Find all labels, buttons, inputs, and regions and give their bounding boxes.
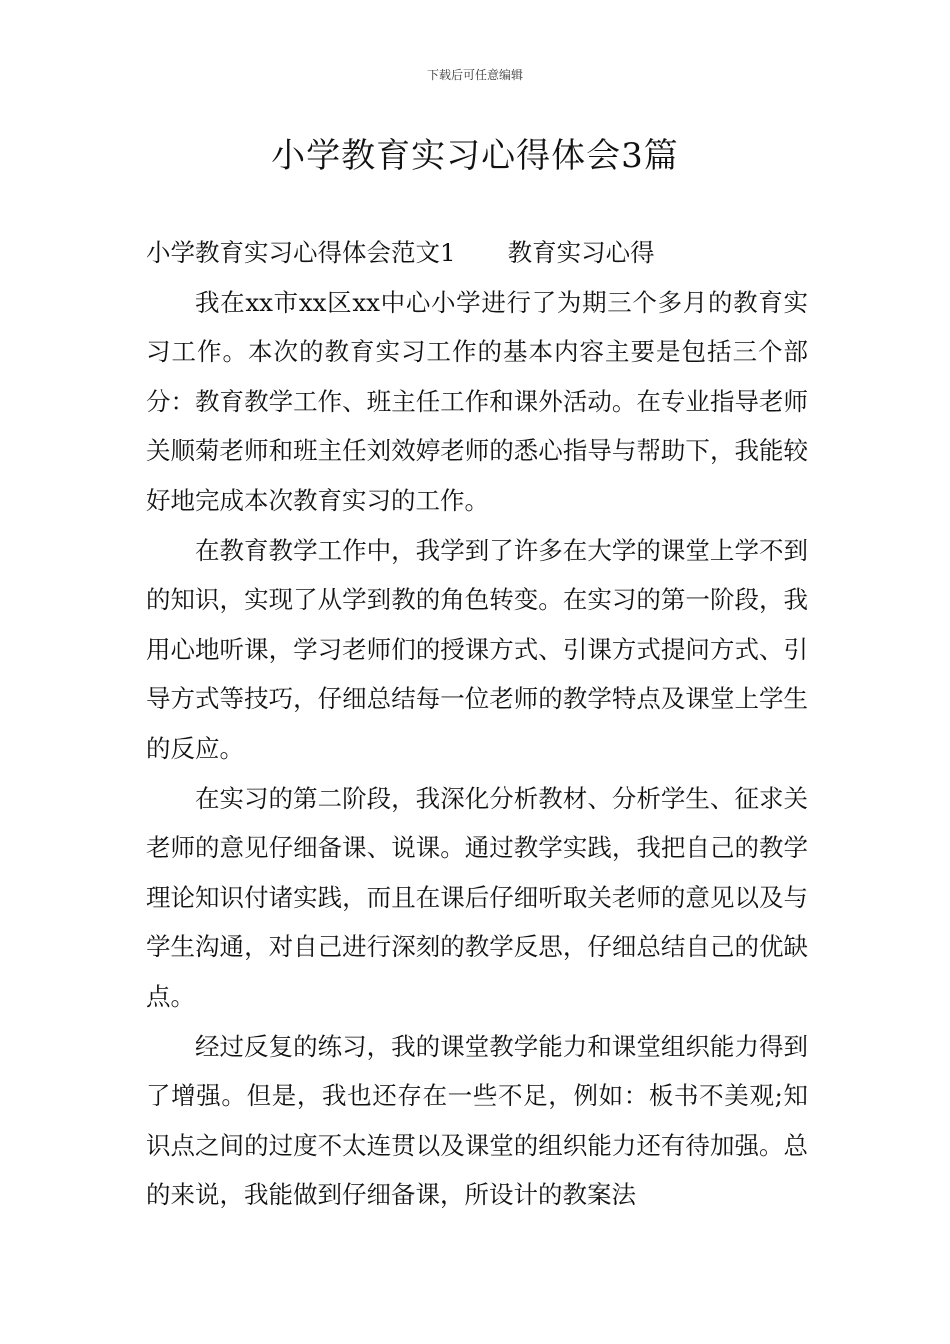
document-title: 小学教育实习心得体会3篇 <box>271 136 679 176</box>
paragraph-3: 在实习的第二阶段，我深化分析教材、分析学生、征求关老师的意见仔细备课、说课。通过教学实践，我把自己的教学理论知识付诸实践，而且在课后仔细听取关老师的意见以及与学生沟通，对自己进行深刻的教学反思，仔细总结自己的优缺点。 <box>146 783 808 1011</box>
paragraph-1: 我在xx市xx区xx中心小学进行了为期三个多月的教育实习工作。本次的教育实习工作的基本内容主要是包括三个部分：教育教学工作、班主任工作和课外活动。在专业指导老师关顺菊老师和班主任刘效婷老师的悉心指导与帮助下，我能较好地完成本次教育实习的工作。 <box>146 287 808 515</box>
header-note: 下载后可任意编辑 <box>426 68 523 82</box>
subtitle-left: 小学教育实习心得体会范文1 <box>146 238 456 267</box>
paragraph-2: 在教育教学工作中，我学到了许多在大学的课堂上学不到的知识，实现了从学到教的角色转变。在实习的第一阶段，我用心地听课，学习老师们的授课方式、引课方式提问方式、引导方式等技巧，仔细总结每一位老师的教学特点及课堂上学生的反应。 <box>146 535 808 763</box>
paragraph-4: 经过反复的练习，我的课堂教学能力和课堂组织能力得到了增强。但是，我也还存在一些不足，例如：板书不美观;知识点之间的过度不太连贯以及课堂的组织能力还有待加强。总的来说，我能做到仔细备课，所设计的教案法 <box>146 1031 808 1210</box>
subtitle-line <box>146 228 808 278</box>
document-body <box>146 228 808 1220</box>
subtitle-right: 教育实习心得 <box>507 238 655 267</box>
